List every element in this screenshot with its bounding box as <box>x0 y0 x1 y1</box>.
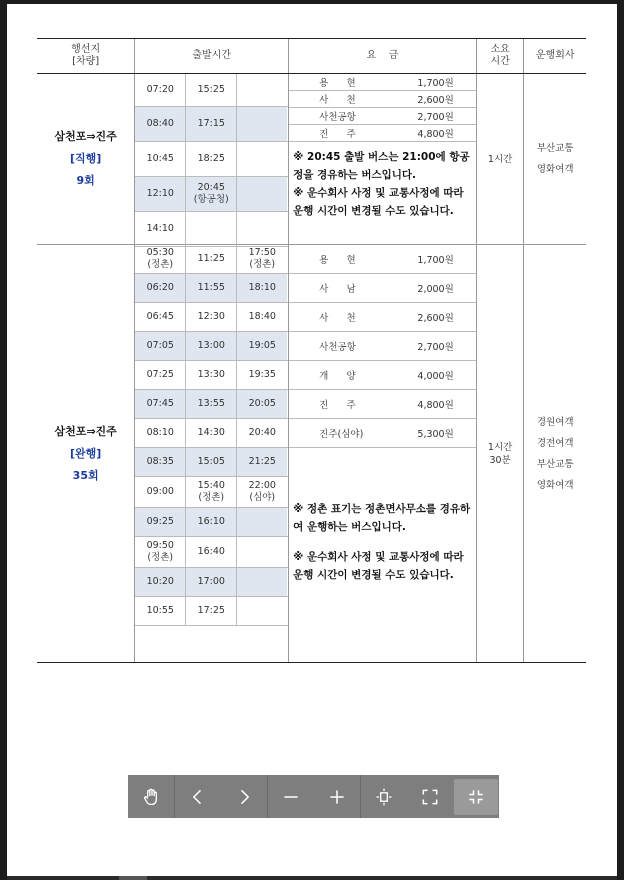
time-cell: 19:35 <box>248 369 276 380</box>
fare-price: 2,600원 <box>417 95 454 106</box>
time-cell: 09:50 (정촌) <box>135 537 186 567</box>
time-cell: 17:25 <box>186 597 237 625</box>
time-row <box>135 332 288 361</box>
fare-cell <box>289 245 477 662</box>
time-cell: 17:15 <box>186 107 237 141</box>
time-cell: 10:20 <box>135 568 186 596</box>
time-cell: 13:00 <box>186 332 237 360</box>
fare-stop: 사 천 <box>319 95 356 106</box>
time-cell <box>237 597 287 625</box>
duration-cell: 1시간 <box>477 74 525 244</box>
notes <box>289 142 476 220</box>
fare-row <box>289 419 476 448</box>
zoom-in-icon[interactable] <box>315 779 359 815</box>
header-departure: 출발시간 <box>135 39 289 73</box>
prev-icon[interactable] <box>176 779 220 815</box>
fare-price: 1,700원 <box>417 78 454 89</box>
fare-row <box>289 74 476 91</box>
time-row <box>135 303 288 332</box>
time-row <box>135 448 288 477</box>
note-text: ※ 운수회사 사정 및 교통사정에 따라 운행 시간이 변경될 수도 있습니다. <box>293 551 464 581</box>
fullscreen-icon[interactable] <box>408 779 452 815</box>
time-cell: 09:00 <box>135 477 186 507</box>
time-cell <box>237 74 287 106</box>
fare-row <box>289 390 476 419</box>
time-cell <box>237 508 287 536</box>
time-row <box>135 361 288 390</box>
fare-list <box>289 245 476 448</box>
fare-stop: 용 현 <box>319 78 356 89</box>
time-row <box>135 477 288 508</box>
time-cell: 10:45 <box>135 142 186 176</box>
route-name: 삼천포⇒진주 <box>54 424 117 438</box>
time-row <box>135 142 288 177</box>
fare-price: 2,600원 <box>417 313 454 324</box>
time-cell: 14:30 <box>186 419 237 447</box>
time-cell <box>237 177 287 211</box>
time-cell: 06:45 <box>135 303 186 331</box>
route-type: [완행] <box>69 446 102 460</box>
note-text: ※ 운수회사 사정 및 교통사정에 따라 운행 시간이 변경될 수도 있습니다. <box>293 187 464 217</box>
fare-price: 2,000원 <box>417 284 454 295</box>
company-name: 경전여객 <box>536 437 574 449</box>
fare-price: 1,700원 <box>417 255 454 266</box>
time-cell: 15:40 (정촌) <box>186 477 237 507</box>
time-cell: 17:00 <box>186 568 237 596</box>
time-row <box>135 212 288 247</box>
fare-cell <box>289 74 477 244</box>
route-count: 35회 <box>72 468 99 482</box>
time-cell: 11:55 <box>186 274 237 302</box>
header-fare: 요 금 <box>289 39 477 73</box>
company-cell <box>524 74 586 244</box>
time-cell: 11:25 <box>186 245 237 273</box>
time-cell: 12:30 <box>186 303 237 331</box>
viewer-toolbar <box>128 775 499 818</box>
notes <box>289 448 476 584</box>
time-cell: 17:50 (정촌) <box>248 247 276 270</box>
time-cell: 13:55 <box>186 390 237 418</box>
time-cell: 13:30 <box>186 361 237 389</box>
time-cell: 09:25 <box>135 508 186 536</box>
fare-price: 4,800원 <box>417 400 454 411</box>
time-row <box>135 597 288 626</box>
time-row <box>135 568 288 597</box>
route-cell <box>37 245 135 662</box>
time-row <box>135 107 288 142</box>
header-company: 운행회사 <box>535 50 575 61</box>
time-cell: 14:10 <box>135 212 186 246</box>
exit-fullscreen-icon[interactable] <box>454 779 498 815</box>
time-cell: 07:05 <box>135 332 186 360</box>
fare-stop: 진주(심야) <box>319 429 364 440</box>
note-text: ※ 20:45 출발 버스는 21:00에 항공정을 경유하는 버스입니다. <box>293 151 470 181</box>
time-cell: 16:10 <box>186 508 237 536</box>
time-cell <box>237 212 287 246</box>
company-name: 부산교통 <box>536 458 574 470</box>
scrollbar-thumb[interactable] <box>119 876 147 880</box>
document-page <box>7 4 617 876</box>
fare-price: 4,000원 <box>417 371 454 382</box>
time-row <box>135 74 288 107</box>
horizontal-scrollbar[interactable] <box>7 876 617 880</box>
fare-stop: 용 현 <box>319 255 356 266</box>
time-row <box>135 508 288 537</box>
route-name: 삼천포⇒진주 <box>54 130 117 143</box>
time-cell: 18:40 <box>248 311 276 322</box>
time-cell: 16:40 <box>186 537 237 567</box>
company-name: 부산교통 <box>536 143 574 154</box>
time-row <box>135 274 288 303</box>
time-cell <box>237 537 287 567</box>
note-text: ※ 정촌 표기는 정촌면사무소를 경유하여 운행하는 버스입니다. <box>293 503 471 533</box>
duration-cell: 1시간 30분 <box>477 245 525 662</box>
fare-row <box>289 108 476 125</box>
time-cell: 20:40 <box>248 427 276 438</box>
time-row <box>135 390 288 419</box>
fare-stop: 사천공항 <box>319 342 356 353</box>
time-cell: 08:35 <box>135 448 186 476</box>
fare-row <box>289 361 476 390</box>
time-cell: 07:25 <box>135 361 186 389</box>
time-cell <box>237 107 287 141</box>
route-cell <box>37 74 135 244</box>
fare-price: 4,800원 <box>417 129 454 140</box>
time-row <box>135 537 288 568</box>
fit-page-icon[interactable] <box>362 779 406 815</box>
time-cell: 19:05 <box>237 332 287 360</box>
departure-times <box>135 74 289 244</box>
timetable <box>37 38 586 663</box>
zoom-out-icon[interactable] <box>269 779 313 815</box>
fare-price: 2,700원 <box>417 112 454 123</box>
next-icon[interactable] <box>222 779 266 815</box>
fare-price: 5,300원 <box>417 429 454 440</box>
time-cell: 18:10 <box>237 274 287 302</box>
time-cell: 10:55 <box>135 597 186 625</box>
route-type: [직행] <box>69 152 102 165</box>
fare-list <box>289 74 476 142</box>
fare-stop: 개 양 <box>319 371 356 382</box>
time-cell <box>186 212 237 246</box>
time-row <box>135 245 288 274</box>
header-duration: 소요 시간 <box>477 39 525 73</box>
time-cell: 05:30 (정촌) <box>135 245 186 273</box>
time-cell: 08:40 <box>135 107 186 141</box>
company-cell <box>524 245 586 662</box>
time-row <box>135 419 288 448</box>
fare-stop: 진 주 <box>319 129 356 140</box>
route-count: 9회 <box>76 174 95 187</box>
company-name: 영화여객 <box>536 479 574 491</box>
fare-row <box>289 245 476 274</box>
fare-row <box>289 303 476 332</box>
header-route: 행선지 [차량] <box>37 39 135 73</box>
fare-row <box>289 274 476 303</box>
time-cell: 07:45 <box>135 390 186 418</box>
time-cell: 22:00 (심야) <box>248 480 276 503</box>
time-cell: 18:25 <box>186 142 237 176</box>
departure-times <box>135 245 289 662</box>
section-direct <box>37 74 586 245</box>
fare-price: 2,700원 <box>417 342 454 353</box>
hand-icon[interactable] <box>129 779 173 815</box>
time-cell: 20:05 <box>237 390 287 418</box>
time-cell: 12:10 <box>135 177 186 211</box>
company-name: 영화여객 <box>536 164 574 175</box>
time-cell: 15:05 <box>186 448 237 476</box>
time-cell: 21:25 <box>237 448 287 476</box>
time-cell: 08:10 <box>135 419 186 447</box>
fare-row <box>289 332 476 361</box>
time-cell: 20:45 (항공청) <box>186 177 237 211</box>
time-cell: 15:25 <box>186 74 237 106</box>
fare-stop: 사 남 <box>319 284 356 295</box>
time-row <box>135 177 288 212</box>
time-cell <box>237 568 287 596</box>
fare-row <box>289 125 476 142</box>
table-header <box>37 39 586 74</box>
fare-stop: 진 주 <box>319 400 356 411</box>
fare-stop: 사 천 <box>319 313 356 324</box>
company-name: 경원여객 <box>536 416 574 428</box>
fare-stop: 사천공항 <box>319 112 356 123</box>
section-local <box>37 245 586 662</box>
fare-row <box>289 91 476 108</box>
time-cell <box>237 142 287 176</box>
time-cell: 06:20 <box>135 274 186 302</box>
time-cell: 07:20 <box>135 74 186 106</box>
